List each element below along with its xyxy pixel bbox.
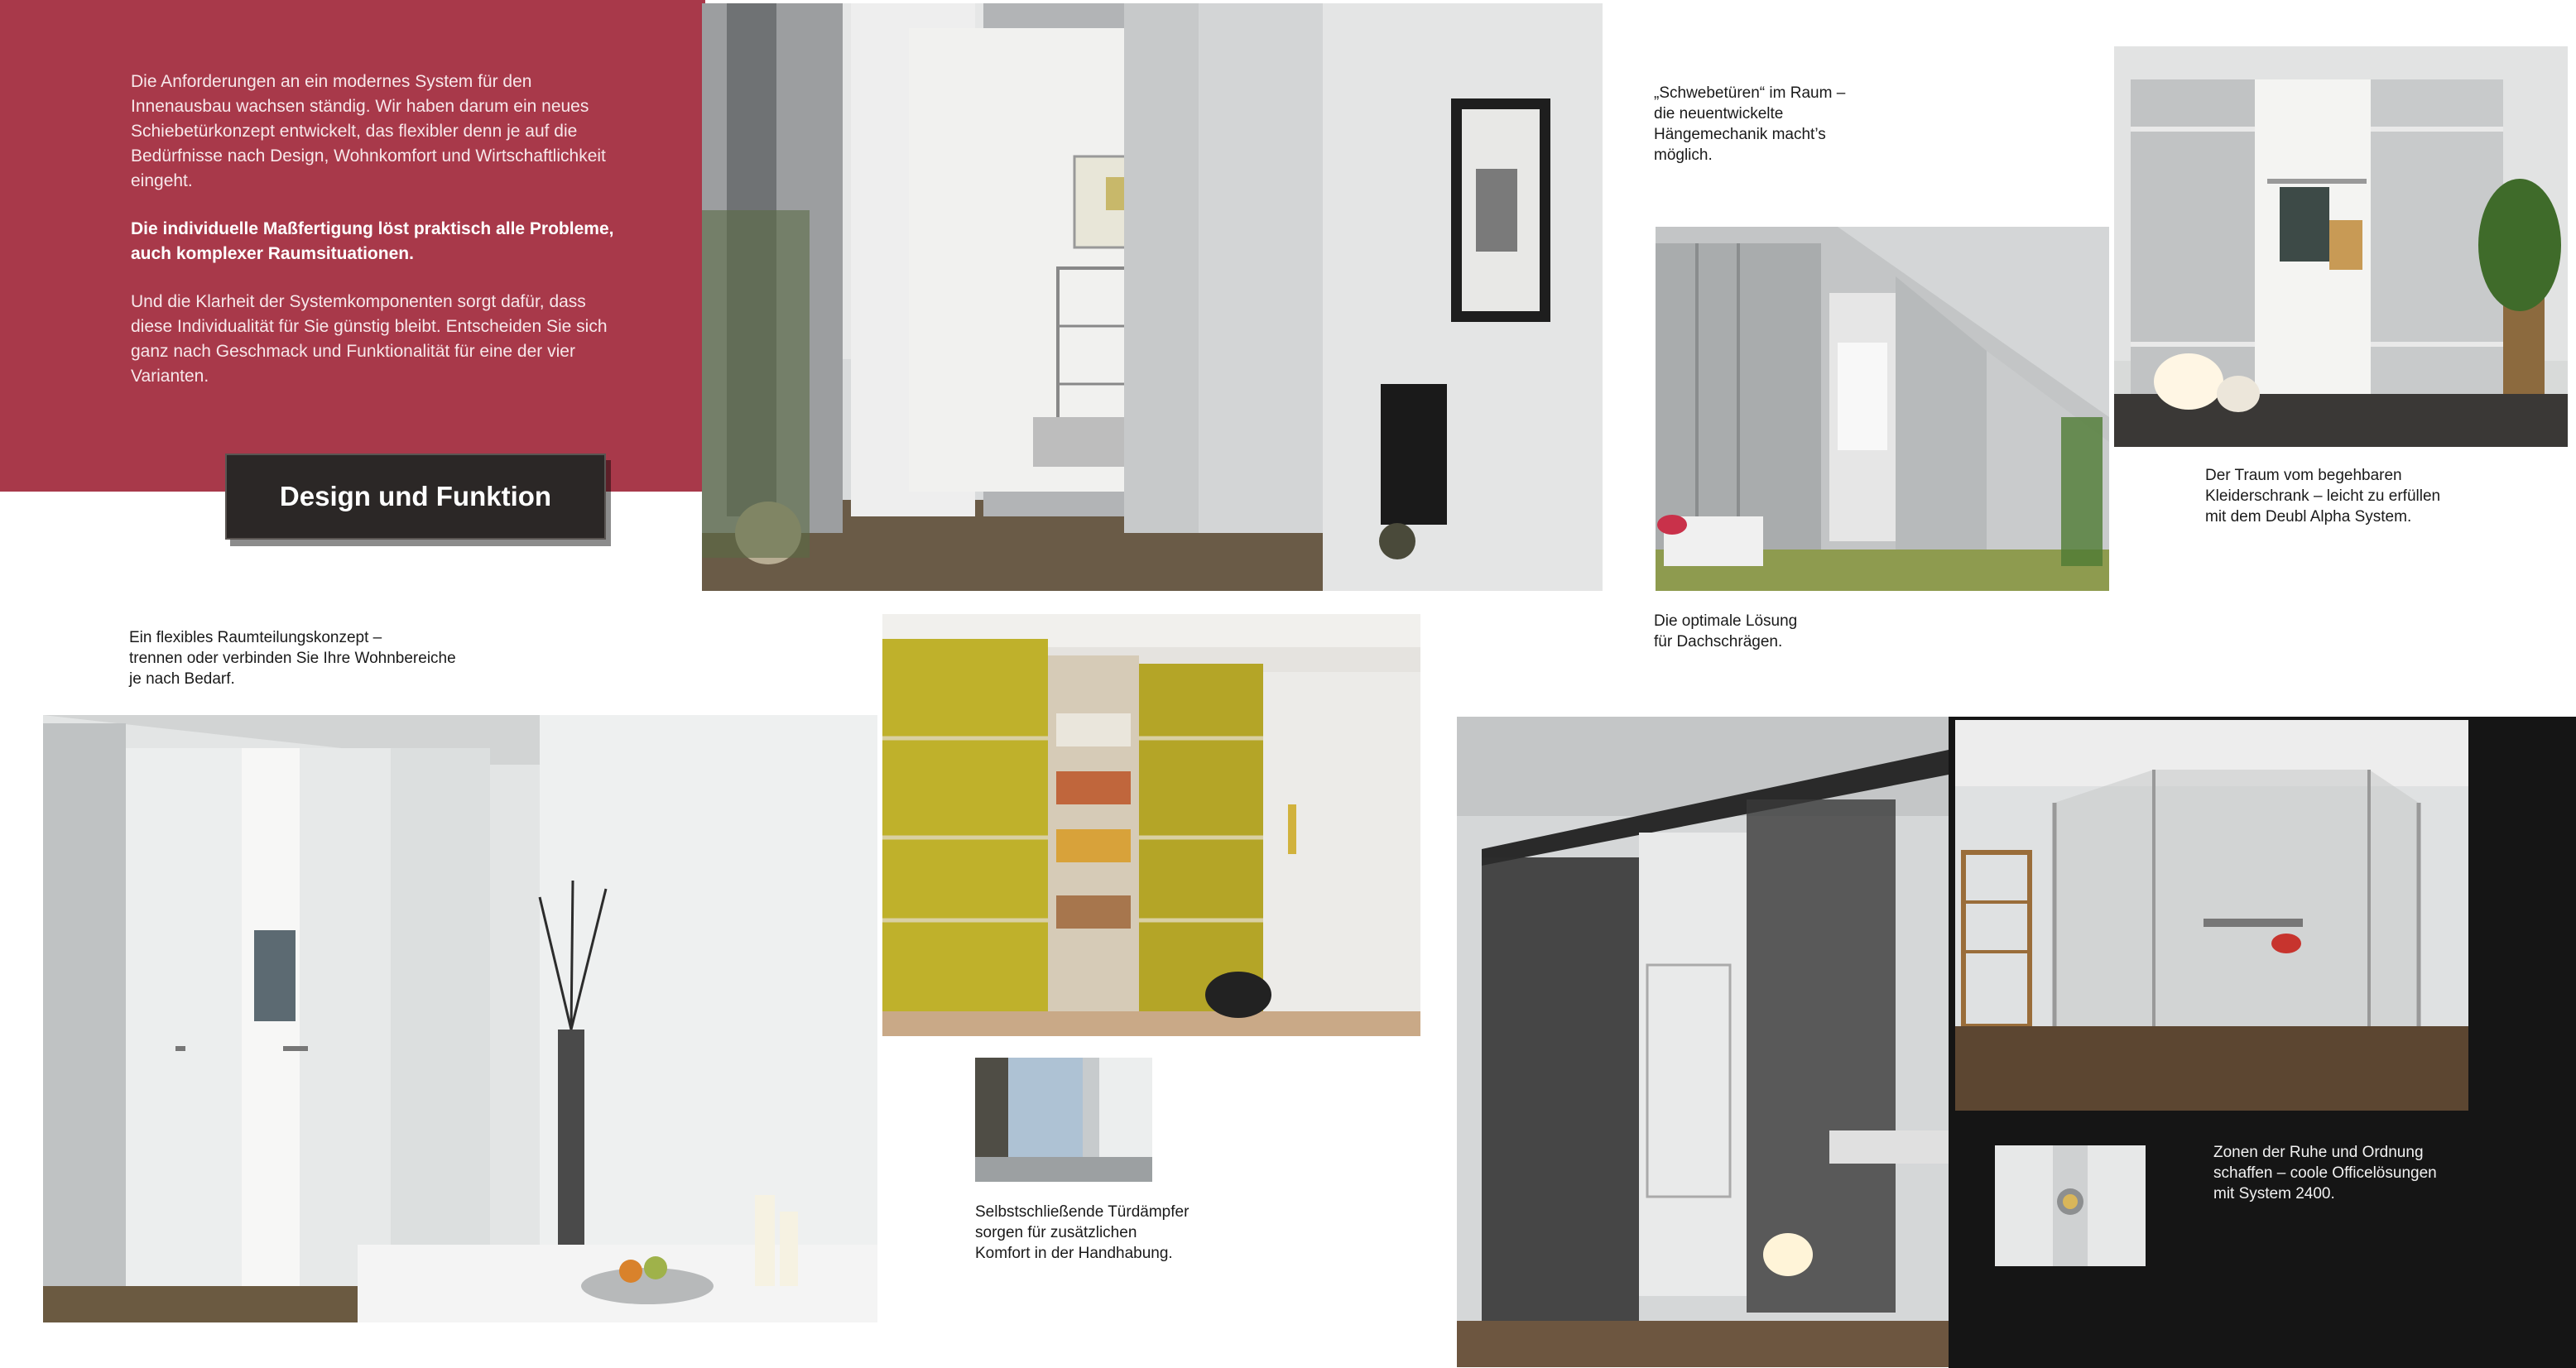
caption-tuerdaempfer: Selbstschließende Türdämpfer sorgen für zusätzlichen Komfort in der Handhabung. [975,1203,1189,1262]
design-function-heading [225,454,606,540]
caption-schwebetueren: „Schwebetüren“ im Raum – die neuentwickelte Hängemechanik macht’s möglich. [1654,84,1846,164]
intro-paragraph-1: Die Anforderungen an ein modernes System für den Innenausbau wachsen ständig. Wir haben darum ein neues Schiebetürkonzept entwickelt, das flexibler denn je auf die Bedürfnisse nach Design, Wohnkomfort und Wirtschaftlichkeit eingeht. [131,72,606,190]
caption-office: Zonen der Ruhe und Ordnung schaffen – coole Officelösungen mit System 2400. [2213,1144,2437,1202]
design-function-label: Design und Funktion [279,481,552,511]
intro-text [131,70,627,412]
caption-raumteilung: Ein flexibles Raumteilungskonzept – trennen oder verbinden Sie Ihre Wohnbereiche je nach Bedarf. [129,629,456,688]
photo-sloped-ceiling-wardrobe [1656,227,2109,591]
caption-kleiderschrank: Der Traum vom begehbaren Kleiderschrank – leicht zu erfüllen mit dem Deubl Alpha System. [2205,467,2441,526]
photo-black-frame-divider [1457,717,1949,1367]
intro-paragraph-2: Die individuelle Maßfertigung löst praktisch alle Probleme, auch komplexer Raumsituationen. [131,219,614,263]
caption-dachschraegen: Die optimale Lösung für Dachschrägen. [1654,612,1798,650]
photo-glass-office [1955,720,2468,1111]
photo-room-divider [43,715,877,1322]
intro-paragraph-3: Und die Klarheit der Systemkomponenten sorgt dafür, dass diese Individualität für Sie günstig bleibt. Entscheiden Sie sich ganz nach Geschmack und Funktionalität für eine der vier Varianten. [131,292,608,386]
photo-lock-detail [1995,1145,2146,1266]
photo-door-damper-detail [975,1058,1152,1182]
photo-yellow-wardrobe [882,614,1420,1036]
photo-living-room-sliding-doors [702,3,1603,591]
photo-walk-in-closet [2114,46,2568,447]
